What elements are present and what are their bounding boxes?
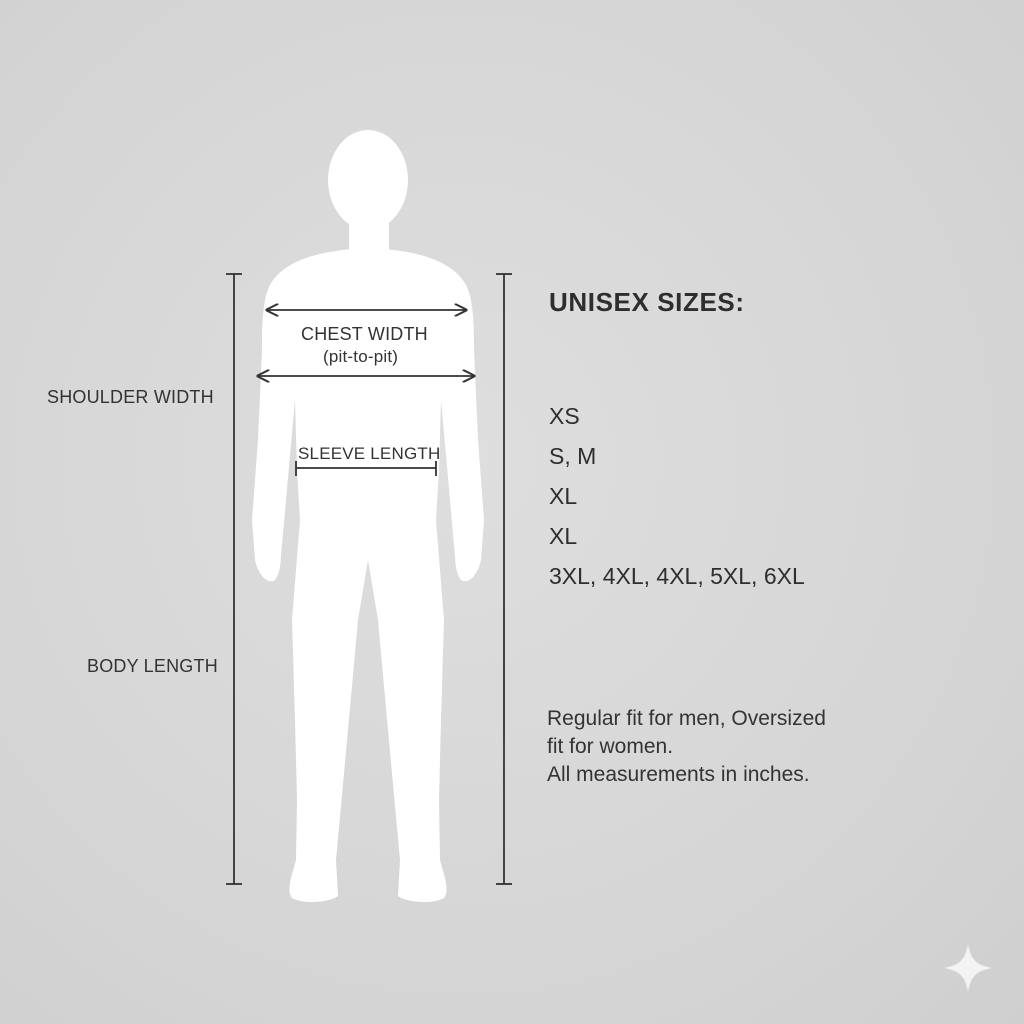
fit-note-line: All measurements in inches. [547, 763, 810, 786]
size-row: XS [549, 403, 580, 429]
body-length-dimension [496, 274, 512, 884]
chest-width-label: CHEST WIDTH [301, 324, 428, 344]
fit-note-line: Regular fit for men, Oversized [547, 707, 826, 730]
sparkle-icon [944, 944, 992, 992]
fit-note [547, 705, 907, 789]
chest-width-sublabel: (pit-to-pit) [323, 347, 399, 366]
sizes-list [549, 402, 805, 602]
fit-note-line: fit for women. [547, 735, 674, 758]
size-row: XL [549, 523, 578, 549]
size-row: 3XL, 4XL, 4XL, 5XL, 6XL [549, 563, 805, 589]
shoulder-width-label: SHOULDER WIDTH [47, 387, 214, 407]
shoulder-height-dimension [226, 274, 242, 884]
body-length-label: BODY LENGTH [87, 656, 218, 676]
sleeve-length-label: SLEEVE LENGTH [298, 444, 441, 463]
body-silhouette [252, 130, 484, 902]
size-row: S, M [549, 443, 597, 469]
size-row: XL [549, 483, 578, 509]
sizes-title: UNISEX SIZES: [549, 287, 745, 317]
